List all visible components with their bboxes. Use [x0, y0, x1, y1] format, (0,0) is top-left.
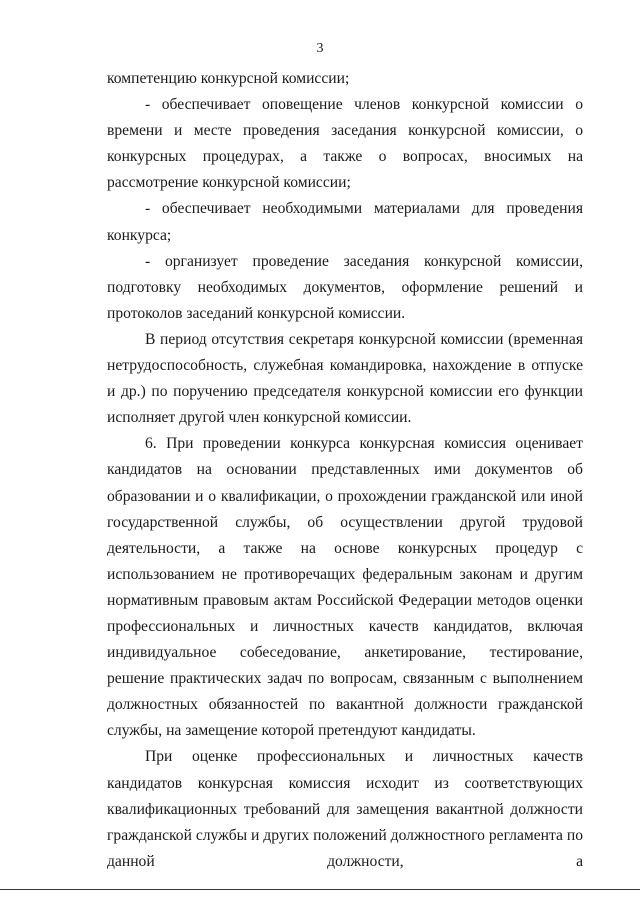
paragraph: 6. При проведении конкурса конкурсная комиссия оценивает кандидатов на основании представленных ими документов об образовании и о квалификации, о прохождении гражданской или иной государственной службы, об осуществлении другой трудовой деятельности, а также на основе конкурсных процедур с использованием не противоречащих федеральным законам и другим нормативным правовым актам Российской Федерации методов оценки профессиональных и личностных качеств кандидатов, включая индивидуальное собеседование, анкетирование, тестирование, решение практических задач по вопросам, связанным с выполнением должностных обязанностей по вакантной должности гражданской службы, на замещение которой претендуют кандидаты. [107, 435, 583, 740]
page-bottom-rule [0, 889, 640, 890]
paragraph: - обеспечивает необходимыми материалами для проведения конкурса; [107, 200, 583, 244]
document-body [107, 66, 583, 875]
paragraph: - обеспечивает оповещение членов конкурсной комиссии о времени и месте проведения заседания конкурсной комиссии, о конкурсных процедурах, а также о вопросах, вносимых на рассмотрение конкурсной комиссии; [107, 96, 583, 192]
paragraph: компетенцию конкурсной комиссии; [107, 70, 350, 87]
page-number: 3 [316, 41, 324, 56]
paragraph: При оценке профессиональных и личностных качеств кандидатов конкурсная комиссия исходит из соответствующих квалификационных требований для замещения вакантной должности гражданской службы и других положений должностного регламента по данной должности, а [107, 748, 583, 870]
paragraph: В период отсутствия секретаря конкурсной комиссии (временная нетрудоспособность, служебная командировка, нахождение в отпуске и др.) по поручению председателя конкурсной комиссии его функции исполняет другой член конкурсной комиссии. [107, 330, 583, 427]
paragraph: - организует проведение заседания конкурсной комиссии, подготовку необходимых документов, оформление решений и протоколов заседаний конкурсной комиссии. [107, 252, 583, 322]
